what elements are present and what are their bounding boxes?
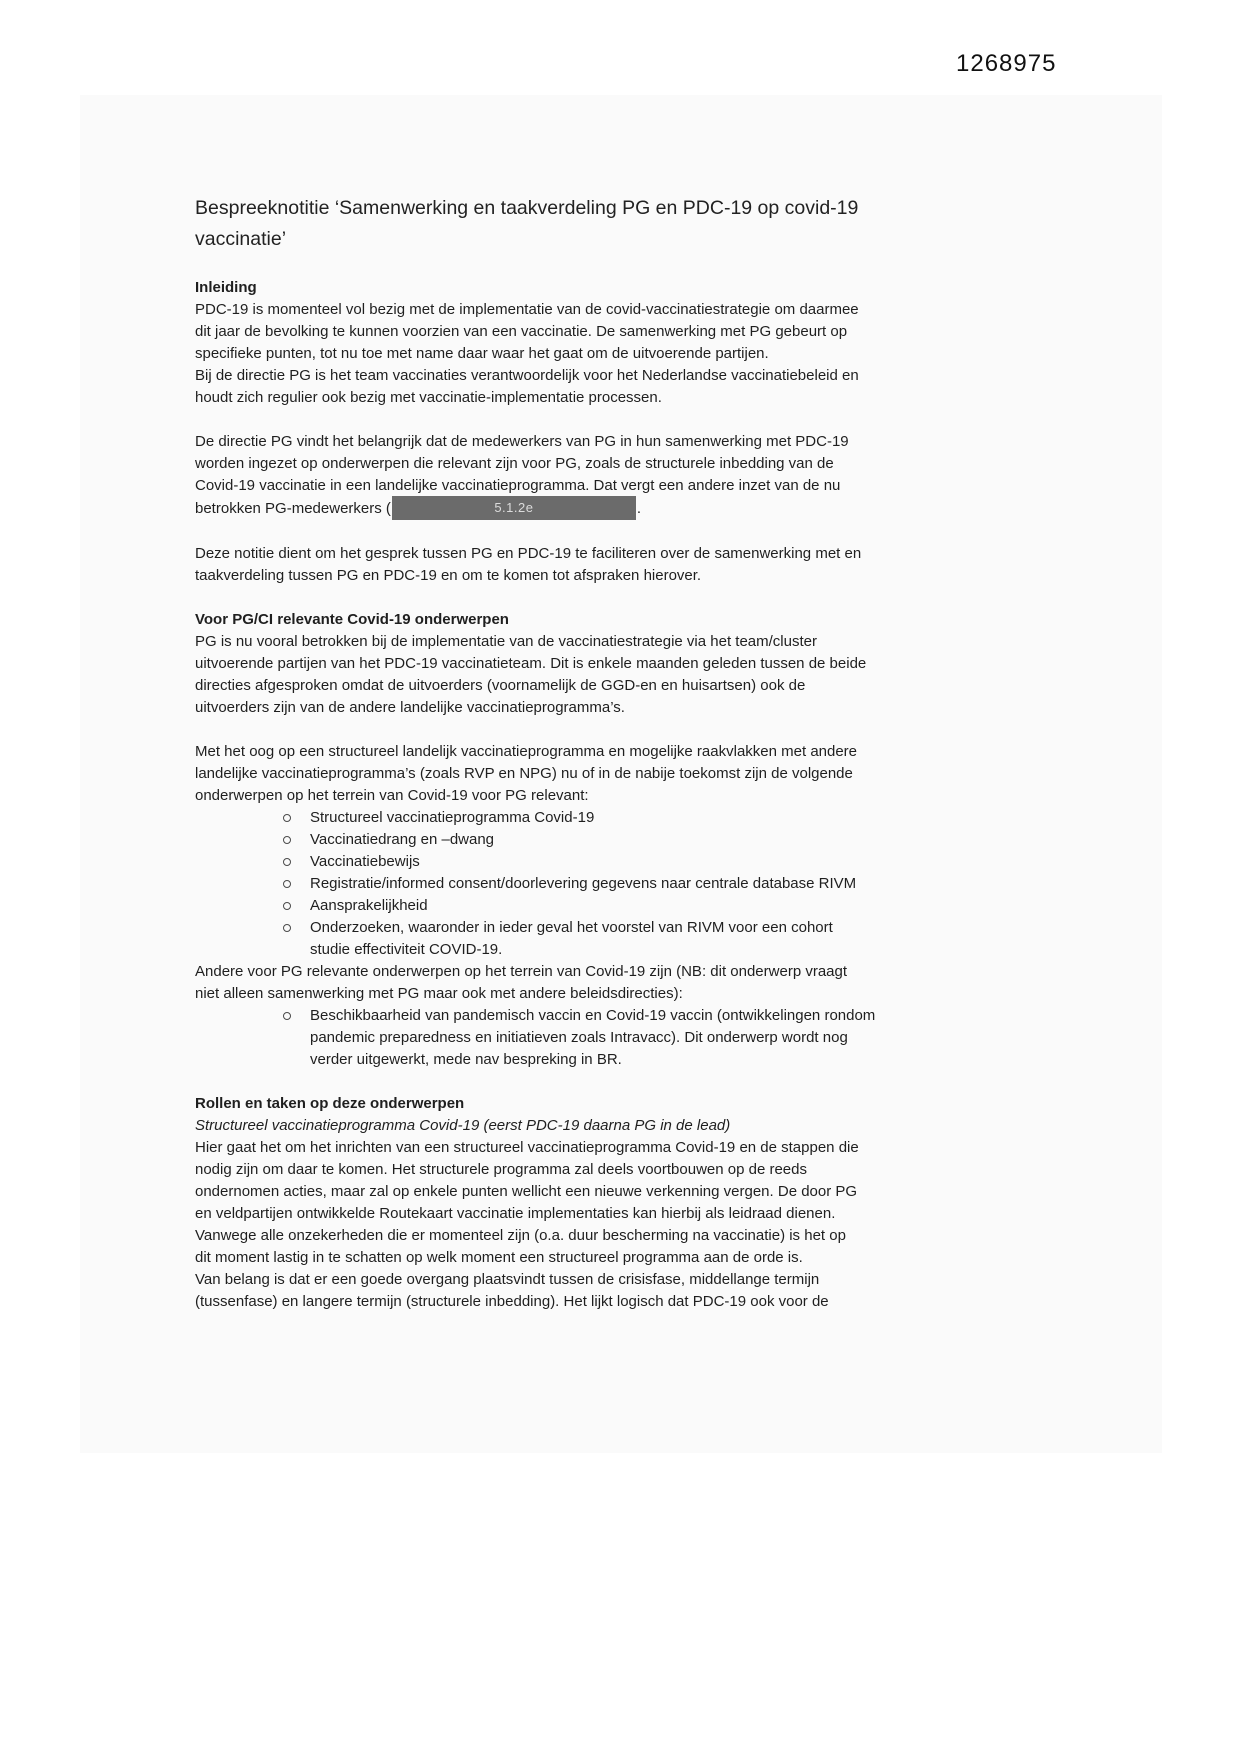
paragraph: Deze notitie dient om het gesprek tussen PG en PDC-19 te faciliteren over de samenwerking met en taakverdeling tussen PG en PDC-19 en om te komen tot afspraken hierover.	[195, 545, 862, 584]
bullet-item	[195, 829, 935, 851]
blank-line	[195, 719, 935, 741]
section-heading: Rollen en taken op deze onderwerpen	[195, 1095, 465, 1112]
section-heading: Voor PG/CI relevante Covid-19 onderwerpen	[195, 611, 509, 628]
blank-line	[195, 1071, 935, 1093]
paragraph: Hier gaat het om het inrichten van een structureel vaccinatieprogramma Covid-19 en de stappen die nodig zijn om daar te komen. Het structurele programma zal deels voortbouwen op de reeds ondernomen acties, maar zal op enkele punten wellicht een nieuwe verkenning vergen. De door PG en veldpartijen ontwikkelde Routekaart vaccinatie implementaties kan hierbij als leidraad dienen. Vanwege alle onzekerheden die er momenteel zijn (o.a. duur bescherming na vaccinatie) is het op dit moment lastig in te schatten op welk moment een structureel programma aan de orde is. Van belang is dat er een goede overgang plaatsvindt tussen de crisisfase, middellange termijn (tussenfase) en langere termijn (structurele inbedding). Het lijkt logisch dat PDC-19 ook voor de	[195, 1139, 859, 1310]
redaction-prefix-text: betrokken PG-medewerkers (	[195, 499, 391, 517]
bullet-text: Registratie/informed consent/doorlevering gegevens naar centrale database RIVM	[310, 875, 857, 892]
bullet-item	[195, 1005, 935, 1071]
blank-line	[195, 521, 935, 543]
bullet-item	[195, 807, 935, 829]
paragraph: PDC-19 is momenteel vol bezig met de implementatie van de covid-vaccinatiestrategie om daarmee dit jaar de bevolking te kunnen voorzien van een vaccinatie. De samenwerking met PG gebeurt op specifieke punten, tot nu toe met name daar waar het gaat om de uitvoerende partijen. Bij de directie PG is het team vaccinaties verantwoordelijk voor het Nederlandse vaccinatiebeleid en houdt zich regulier ook bezig met vaccinatie-implementatie processen.	[195, 301, 859, 406]
bullet-text: Aansprakelijkheid	[310, 897, 428, 914]
italic-subheading: Structureel vaccinatieprogramma Covid-19 (eerst PDC-19 daarna PG in de lead)	[195, 1117, 731, 1134]
bullet-circle-icon	[283, 858, 291, 866]
redacted-line	[195, 497, 935, 521]
bullet-circle-icon	[283, 1012, 291, 1020]
blank-line	[195, 409, 935, 431]
bullet-text: Beschikbaarheid van pandemisch vaccin en Covid-19 vaccin (ontwikkelingen rondom pandemic preparedness en initiatieven zoals Intravacc). Dit onderwerp wordt nog verder uitgewerkt, mede nav bespreking in BR.	[310, 1007, 876, 1068]
section-heading: Inleiding	[195, 279, 257, 296]
paragraph: De directie PG vindt het belangrijk dat de medewerkers van PG in hun samenwerking met PDC-19 worden ingezet op onderwerpen die relevant zijn voor PG, zoals de structurele inbedding van de Covid-19 vaccinatie in een landelijke vaccinatieprogramma. Dat vergt een andere inzet van de nu	[195, 433, 849, 494]
bullet-text: Vaccinatiebewijs	[310, 853, 420, 870]
blank-line	[195, 587, 935, 609]
document-number: 1268975	[956, 50, 1057, 77]
paragraph: PG is nu vooral betrokken bij de implementatie van de vaccinatiestrategie via het team/cluster uitvoerende partijen van het PDC-19 vaccinatieteam. Dit is enkele maanden geleden tussen de beide directies afgesproken omdat de uitvoerders (voornamelijk de GGD-en en huisartsen) ook de uitvoerders zijn van de andere landelijke vaccinatieprogramma’s.	[195, 633, 867, 716]
paragraph: Andere voor PG relevante onderwerpen op het terrein van Covid-19 zijn (NB: dit onderwerp vraagt niet alleen samenwerking met PG maar ook met andere beleidsdirecties):	[195, 963, 848, 1002]
bullet-circle-icon	[283, 924, 291, 932]
bullet-text: Structureel vaccinatieprogramma Covid-19	[310, 809, 595, 826]
redaction-suffix-text: .	[636, 499, 642, 517]
document-body	[195, 277, 935, 1313]
bullet-circle-icon	[283, 836, 291, 844]
bullet-circle-icon	[283, 902, 291, 910]
bullet-item	[195, 873, 935, 895]
bullet-text: Vaccinatiedrang en –dwang	[310, 831, 495, 848]
paragraph: Met het oog op een structureel landelijk vaccinatieprogramma en mogelijke raakvlakken met andere landelijke vaccinatieprogramma’s (zoals RVP en NPG) nu of in de nabije toekomst zijn de volgende onderwerpen op het terrein van Covid-19 voor PG relevant:	[195, 743, 858, 804]
bullet-item	[195, 851, 935, 873]
bullet-text: Onderzoeken, waaronder in ieder geval het voorstel van RIVM voor een cohort studie effectiviteit COVID-19.	[310, 919, 833, 958]
bullet-item	[195, 895, 935, 917]
bullet-circle-icon	[283, 814, 291, 822]
redaction-box: 5.1.2e	[392, 496, 636, 520]
bullet-circle-icon	[283, 880, 291, 888]
bullet-item	[195, 917, 935, 961]
document-title: Bespreeknotitie ‘Samenwerking en taakverdeling PG en PDC-19 op covid-19 vaccinatie’	[195, 197, 859, 250]
